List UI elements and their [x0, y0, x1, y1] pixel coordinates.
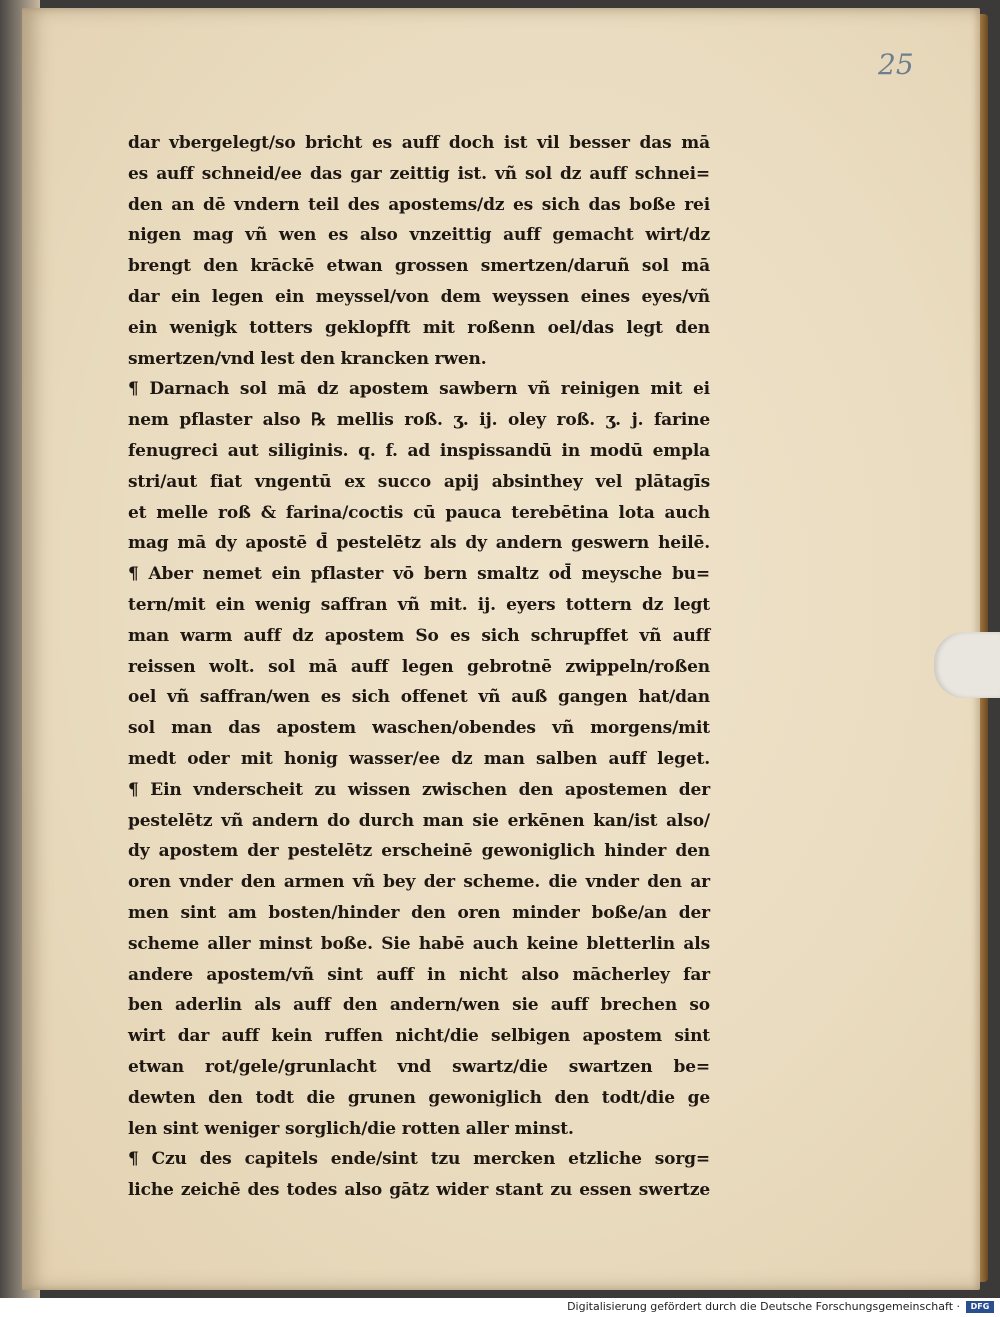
text-line: medt oder mit honig wasser/ee dz man salben auff leget. — [128, 748, 710, 769]
text-line: stri/aut fiat vngentū ex succo apij absinthey vel plātagīs — [128, 471, 710, 492]
text-line: ein wenigk totters geklopfft mit roßenn oel/das legt den — [128, 317, 710, 338]
text-line: dy apostem der pestelētz erscheinē gewoniglich hinder den — [128, 841, 710, 862]
text-line: fenugreci aut siliginis. q. f. ad inspissandū in modū empla — [128, 440, 710, 461]
text-line: dar ein legen ein meyssel/von dem weyssen eines eyes/vñ — [128, 286, 710, 307]
text-line: dar vbergelegt/so bricht es auff doch ist vil besser das mā — [128, 133, 710, 153]
page-tab-marker — [934, 632, 1000, 698]
text-line: smertzen/vnd lest den krancken rwen. — [128, 348, 487, 369]
text-line: tern/mit ein wenig saffran vñ mit. ij. eyers tottern dz legt — [128, 594, 710, 615]
text-line: ¶ Aber nemet ein pflaster vō bern smaltz od̄ meysche bu= — [128, 564, 710, 585]
text-line: mag mā dy apostē d̄ pestelētz als dy andern geswern heilē. — [128, 533, 710, 554]
text-line: men sint am bosten/hinder den oren minder boße/an der — [128, 902, 710, 923]
text-line: scheme aller minst boße. Sie habē auch keine bletterlin als — [128, 933, 710, 954]
text-line: oren vnder den armen vñ bey der scheme. die vnder den ar — [128, 872, 710, 893]
digitization-credit: Digitalisierung gefördert durch die Deutsche Forschungsgemeinschaft · — [567, 1300, 960, 1313]
text-line: et melle roß & farina/coctis cū pauca terebētina lota auch — [128, 502, 710, 523]
text-line: liche zeichē des todes also gātz wider stant zu essen swertze — [128, 1180, 710, 1201]
text-block — [128, 128, 710, 1206]
text-line: den an dē vndern teil des apostems/dz es sich das boße rei — [128, 194, 710, 215]
text-line: len sint weniger sorglich/die rotten aller minst. — [128, 1118, 574, 1139]
text-line: pestelētz vñ andern do durch man sie erkēnen kan/ist also/ — [128, 810, 710, 831]
dfg-logo: DFG — [966, 1301, 994, 1313]
text-line: reissen wolt. sol mā auff legen gebrotnē zwippeln/roßen — [128, 656, 710, 677]
footer-bar — [0, 1298, 1000, 1317]
text-line: dewten den todt die grunen gewoniglich den todt/die ge — [128, 1087, 710, 1108]
text-line: wirt dar auff kein ruffen nicht/die selbigen apostem sint — [128, 1026, 710, 1047]
text-line: nem pflaster also ℞ mellis roß. ʒ. ij. oley roß. ʒ. j. farine — [128, 410, 710, 431]
text-line: andere apostem/vñ sint auff in nicht also mācherley far — [128, 964, 710, 985]
text-line: ¶ Czu des capitels ende/sint tzu mercken etzliche sorg= — [128, 1149, 710, 1170]
text-line: ben aderlin als auff den andern/wen sie auff brechen so — [128, 995, 710, 1016]
text-line: ¶ Darnach sol mā dz apostem sawbern vñ reinigen mit ei — [128, 379, 710, 400]
text-line: nigen mag vñ wen es also vnzeittig auff gemacht wirt/dz — [128, 225, 710, 246]
text-line: man warm auff dz apostem So es sich schrupffet vñ auff — [128, 625, 710, 646]
text-line: etwan rot/gele/grunlacht vnd swartz/die swartzen be= — [128, 1056, 710, 1077]
text-line: brengt den krāckē etwan grossen smertzen/daruñ sol mā — [128, 256, 710, 277]
text-line: es auff schneid/ee das gar zeittig ist. vñ sol dz auff schnei= — [128, 163, 710, 184]
text-line: sol man das apostem waschen/obendes vñ morgens/mit — [128, 718, 710, 739]
text-line: oel vñ saffran/wen es sich offenet vñ auß gangen hat/dan — [128, 687, 710, 708]
text-line: ¶ Ein vnderscheit zu wissen zwischen den apostemen der — [128, 779, 710, 800]
folio-number: 25 — [878, 48, 914, 81]
